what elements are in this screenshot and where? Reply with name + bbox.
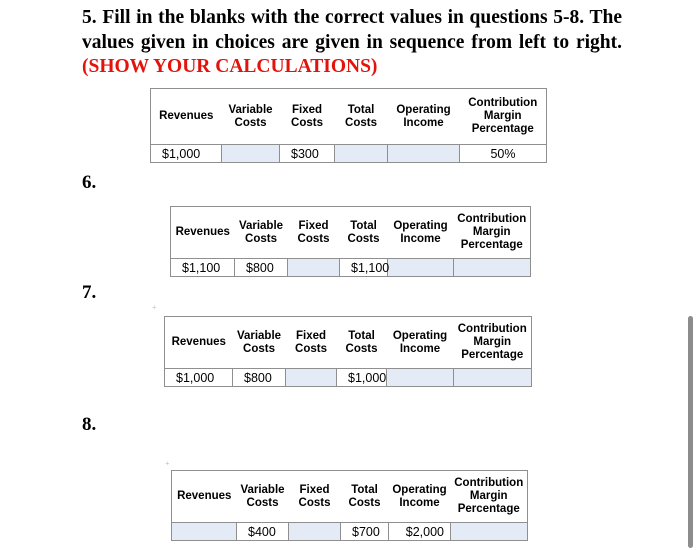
cell-total-costs: $1,000 xyxy=(337,369,387,387)
header-variable-costs: Variable Costs xyxy=(235,207,288,259)
header-contribution-margin-percentage: Contribution Margin Percentage xyxy=(454,317,532,369)
table-question-7 xyxy=(164,316,532,387)
cell-operating-income-blank[interactable] xyxy=(387,369,454,387)
cell-total-costs: $700 xyxy=(341,523,389,541)
header-variable-costs: Variable Costs xyxy=(237,471,289,523)
question-number-6: 6. xyxy=(82,172,97,193)
header-total-costs: Total Costs xyxy=(341,471,389,523)
header-fixed-costs: Fixed Costs xyxy=(288,207,340,259)
cell-contribution-margin-percentage-blank[interactable] xyxy=(454,259,531,277)
header-operating-income: Operating Income xyxy=(388,89,460,145)
cell-fixed-costs-blank[interactable] xyxy=(288,259,340,277)
table-question-5 xyxy=(150,88,547,163)
header-total-costs: Total Costs xyxy=(337,317,387,369)
cell-revenues: $1,000 xyxy=(165,369,233,387)
cell-revenues-blank[interactable] xyxy=(172,523,237,541)
header-revenues: Revenues xyxy=(171,207,235,259)
header-fixed-costs: Fixed Costs xyxy=(280,89,335,145)
cell-revenues: $1,000 xyxy=(151,145,222,163)
table-question-6 xyxy=(170,206,531,277)
question-number-8: 8. xyxy=(82,414,97,435)
cell-operating-income: $2,000 xyxy=(389,523,451,541)
header-operating-income: Operating Income xyxy=(387,317,454,369)
header-contribution-margin-percentage: Contribution Margin Percentage xyxy=(460,89,547,145)
table-question-8 xyxy=(171,470,528,541)
question-text xyxy=(82,6,622,80)
anchor-marker-icon: + xyxy=(152,303,157,312)
cell-fixed-costs: $300 xyxy=(280,145,335,163)
cell-variable-costs: $400 xyxy=(237,523,289,541)
cell-variable-costs: $800 xyxy=(233,369,286,387)
cell-fixed-costs-blank[interactable] xyxy=(286,369,337,387)
cell-operating-income-blank[interactable] xyxy=(388,145,460,163)
header-variable-costs: Variable Costs xyxy=(222,89,280,145)
header-fixed-costs: Fixed Costs xyxy=(289,471,341,523)
cell-contribution-margin-percentage: 50% xyxy=(460,145,547,163)
question-instruction: (SHOW YOUR CALCULATIONS) xyxy=(82,56,378,77)
scrollbar-thumb[interactable] xyxy=(688,316,693,548)
header-contribution-margin-percentage: Contribution Margin Percentage xyxy=(454,207,531,259)
header-total-costs: Total Costs xyxy=(340,207,388,259)
cell-total-costs-blank[interactable] xyxy=(335,145,388,163)
cell-contribution-margin-percentage-blank[interactable] xyxy=(451,523,528,541)
header-contribution-margin-percentage: Contribution Margin Percentage xyxy=(451,471,528,523)
cell-fixed-costs-blank[interactable] xyxy=(289,523,341,541)
cell-contribution-margin-percentage-blank[interactable] xyxy=(454,369,532,387)
question-body: 5. Fill in the blanks with the correct values in questions 5-8. The values given in choices are given in sequence from left to right. xyxy=(82,7,622,53)
header-operating-income: Operating Income xyxy=(388,207,454,259)
cell-total-costs: $1,100 xyxy=(340,259,388,277)
cell-revenues: $1,100 xyxy=(171,259,235,277)
header-revenues: Revenues xyxy=(165,317,233,369)
header-operating-income: Operating Income xyxy=(389,471,451,523)
cell-variable-costs: $800 xyxy=(235,259,288,277)
header-revenues: Revenues xyxy=(172,471,237,523)
cell-variable-costs-blank[interactable] xyxy=(222,145,280,163)
header-total-costs: Total Costs xyxy=(335,89,388,145)
header-variable-costs: Variable Costs xyxy=(233,317,286,369)
cell-operating-income-blank[interactable] xyxy=(388,259,454,277)
anchor-marker-icon: + xyxy=(165,459,170,468)
question-number-7: 7. xyxy=(82,282,97,303)
header-fixed-costs: Fixed Costs xyxy=(286,317,337,369)
header-revenues: Revenues xyxy=(151,89,222,145)
